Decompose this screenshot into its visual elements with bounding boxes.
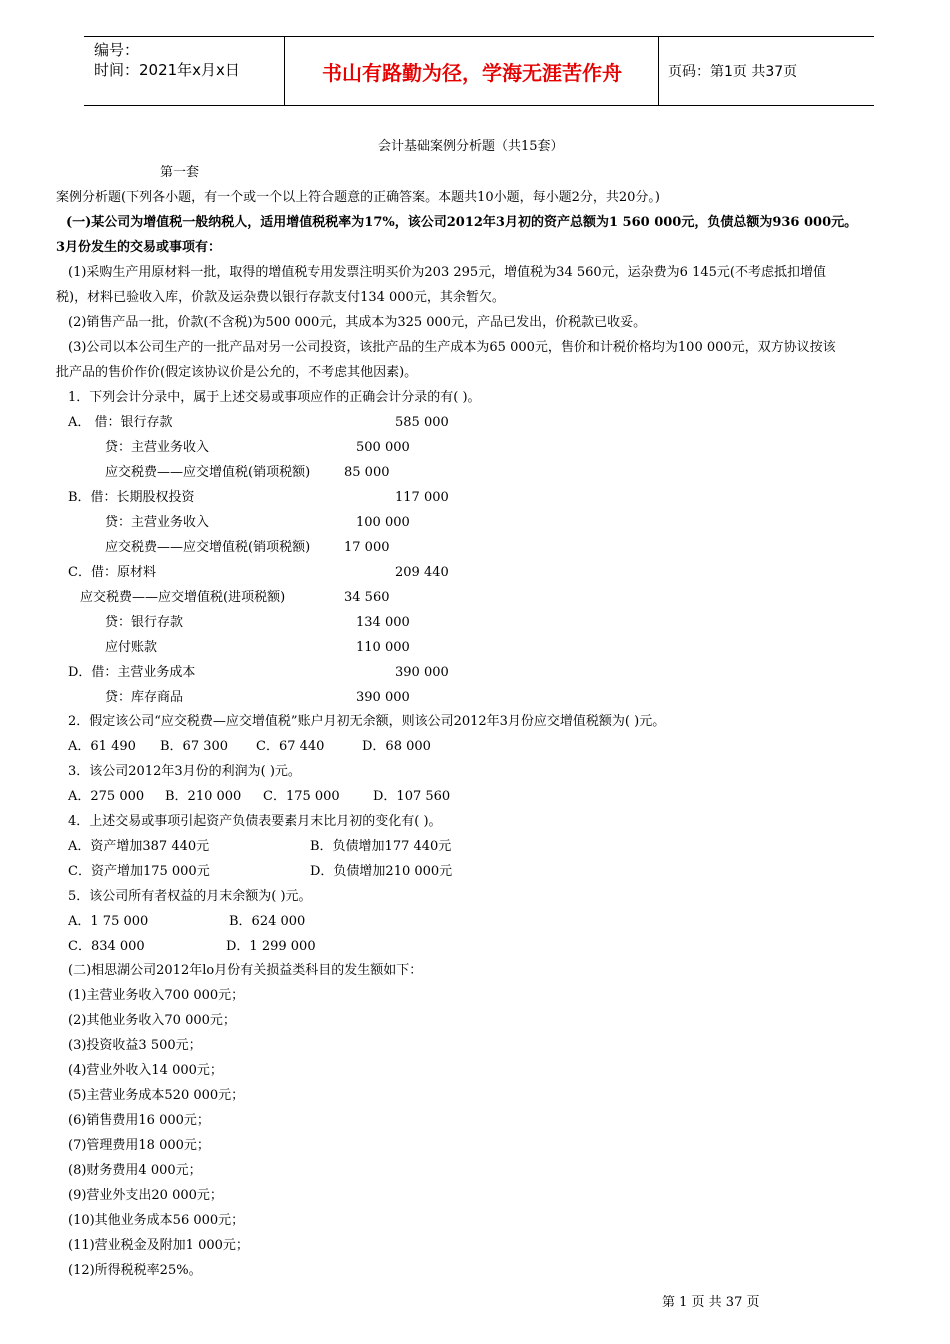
header-meta (94, 40, 240, 80)
list-item: (5)主营业务成本520 000元； (68, 1088, 245, 1103)
entry-label: 贷：库存商品 (105, 690, 184, 705)
list-item: (2)其他业务收入70 000元； (68, 1013, 236, 1028)
entry-label: 应交税费——应交增值税(进项税额) (80, 590, 286, 605)
entry-amount: 585 000 (395, 415, 449, 430)
answer-option: C．834 000 (68, 939, 145, 954)
transaction-3: (3)公司以本公司生产的一批产品对另一公司投资，该批产品的生产成本为65 000元，售价和计税价格均为100 000元，双方协议按该 (68, 340, 836, 355)
header-divider (284, 37, 285, 105)
entry-label: B．借：长期股权投资 (68, 490, 195, 505)
question-5: 5．该公司所有者权益的月末余额为( )元。 (68, 889, 312, 904)
header-time: 时间：2021年x月x日 (94, 61, 240, 79)
entry-label: 贷：主营业务收入 (105, 440, 210, 455)
entry-amount: 100 000 (356, 515, 410, 530)
entry-amount: 17 000 (344, 540, 390, 555)
list-item: (1)主营业务收入700 000元； (68, 988, 245, 1003)
answer-option: D．负债增加210 000元 (310, 864, 453, 879)
entry-label: A． 借：银行存款 (68, 415, 173, 430)
list-item: (3)投资收益3 500元； (68, 1038, 202, 1053)
list-item: (6)销售费用16 000元； (68, 1113, 210, 1128)
entry-label: 贷：银行存款 (105, 615, 184, 630)
list-item: (9)营业外支出20 000元； (68, 1188, 223, 1203)
answer-option: B．负债增加177 440元 (310, 839, 452, 854)
doc-title: 会计基础案例分析题（共15套） (378, 139, 564, 154)
transaction-2: (2)销售产品一批，价款(不含税)为500 000元，其成本为325 000元，产品已发出，价税款已收妥。 (68, 315, 647, 330)
answer-option: C．175 000 (263, 789, 340, 804)
question-3: 3．该公司2012年3月份的利润为( )元。 (68, 764, 301, 779)
entry-label: C．借：原材料 (68, 565, 156, 580)
answer-option: B．210 000 (165, 789, 242, 804)
entry-amount: 110 000 (356, 640, 410, 655)
entry-amount: 390 000 (395, 665, 449, 680)
list-item: (7)管理费用18 000元； (68, 1138, 210, 1153)
list-item: (11)营业税金及附加1 000元； (68, 1238, 249, 1253)
answer-option: C．67 440 (256, 739, 325, 754)
answer-option: A．61 490 (68, 739, 136, 754)
entry-label: 应交税费——应交增值税(销项税额) (105, 540, 311, 555)
entry-amount: 85 000 (344, 465, 390, 480)
answer-option: A．1 75 000 (68, 914, 149, 929)
entry-amount: 134 000 (356, 615, 410, 630)
answer-option: A．275 000 (68, 789, 145, 804)
transaction-3-cont: 批产品的售价作价(假定该协议价是公允的，不考虑其他因素)。 (56, 365, 418, 380)
answer-option: B．624 000 (229, 914, 306, 929)
transaction-1: (1)采购生产用原材料一批，取得的增值税专用发票注明买价为203 295元，增值税为34 560元，运杂费为6 145元(不考虑抵扣增值 (68, 265, 826, 280)
answer-option: C．资产增加175 000元 (68, 864, 210, 879)
question-1: 1．下列会计分录中，属于上述交易或事项应作的正确会计分录的有( )。 (68, 390, 481, 405)
question-2: 2．假定该公司“应交税费—应交增值税”账户月初无余额，则该公司2012年3月份应交增值税额为( )元。 (68, 714, 666, 729)
list-item: (10)其他业务成本56 000元； (68, 1213, 245, 1228)
answer-option: B．67 300 (160, 739, 229, 754)
transaction-1-cont: 税)，材料已验收入库，价款及运杂费以银行存款支付134 000元，其余暂欠。 (56, 290, 505, 305)
list-item: (8)财务费用4 000元； (68, 1163, 202, 1178)
set-label: 第一套 (160, 165, 200, 180)
answer-option: A．资产增加387 440元 (68, 839, 210, 854)
header-number-label: 编号： (94, 41, 140, 59)
document-header (84, 36, 874, 106)
list-item: (12)所得税税率25%。 (68, 1263, 202, 1278)
header-page-info: 页码：第1页 共37页 (668, 64, 798, 80)
page-footer: 第 1 页 共 37 页 (662, 1295, 760, 1310)
entry-amount: 209 440 (395, 565, 449, 580)
entry-label: D．借：主营业务成本 (68, 665, 196, 680)
entry-amount: 500 000 (356, 440, 410, 455)
list-item: (4)营业外收入14 000元； (68, 1063, 223, 1078)
answer-option: D．68 000 (362, 739, 431, 754)
answer-option: D．1 299 000 (226, 939, 316, 954)
question-4: 4．上述交易或事项引起资产负债表要素月末比月初的变化有( )。 (68, 814, 442, 829)
entry-amount: 34 560 (344, 590, 390, 605)
header-motto: 书山有路勤为径，学海无涯苦作舟 (322, 60, 622, 85)
case1-heading: (一)某公司为增值税一般纳税人，适用增值税税率为17%，该公司2012年3月初的资产总额为1 560 000元，负债总额为936 000元。 (66, 215, 858, 230)
entry-label: 应付账款 (105, 640, 158, 655)
entry-amount: 390 000 (356, 690, 410, 705)
case1-heading-cont: 3月份发生的交易或事项有： (56, 240, 222, 255)
header-divider (658, 37, 659, 105)
case2-heading: (二)相思湖公司2012年lo月份有关损益类科目的发生额如下： (68, 963, 423, 978)
entry-label: 贷：主营业务收入 (105, 515, 210, 530)
answer-option: D．107 560 (373, 789, 451, 804)
intro-text: 案例分析题(下列各小题，有一个或一个以上符合题意的正确答案。本题共10小题，每小题2分，共20分。) (56, 190, 660, 205)
entry-amount: 117 000 (395, 490, 449, 505)
entry-label: 应交税费——应交增值税(销项税额) (105, 465, 311, 480)
